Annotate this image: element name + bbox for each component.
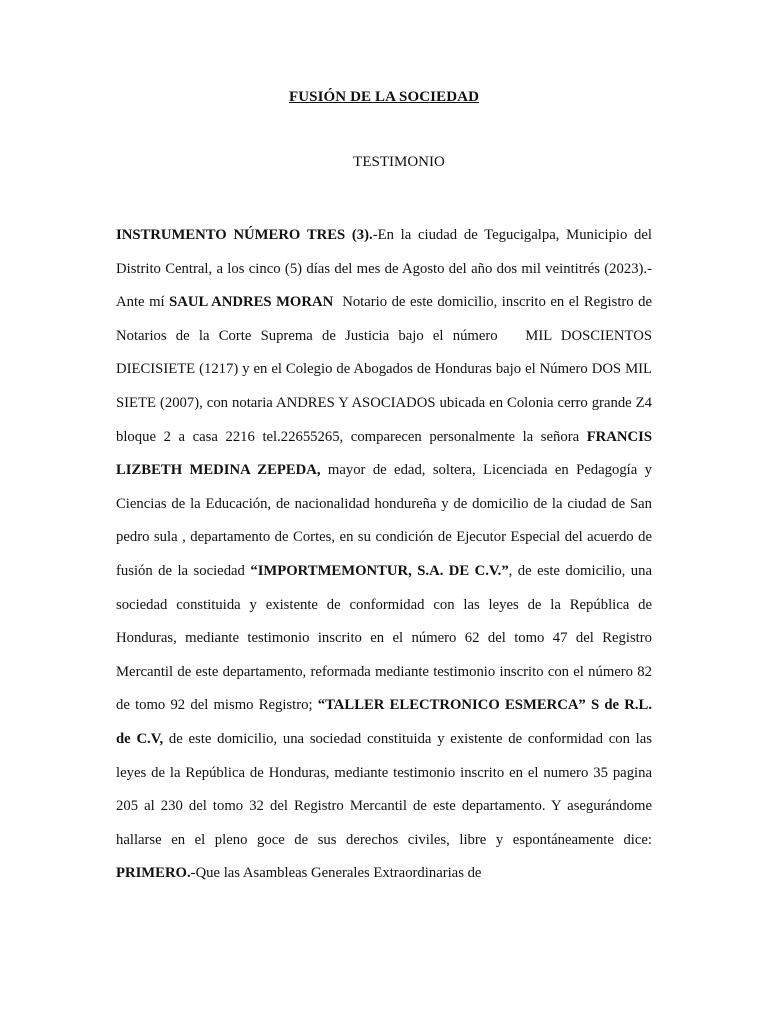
body-segment: “TALLER ELECTRONICO ESMERCA” S de R.L. de C.V, [116,697,652,747]
body-segment: mayor de edad, soltera, Licenciada en Pedagogía y Ciencias de la Educación, de nacionalidad hondureña y de domicilio de la ciudad de San pedro sula , departamento de Cortes, en su condición de Ejecutor Especial del acuerdo de fusión de la sociedad [116,462,652,579]
body-segment: SAUL ANDRES MORAN [169,294,334,311]
body-segment: , de este domicilio, una sociedad constituida y existente de conformidad con las leyes de la República de Honduras, mediante testimonio inscrito en el número 62 del tomo 47 del Registro Mercantil de este departamento, reformada mediante testimonio inscrito con el número 82 de tomo 92 del mismo Registro; [116,562,652,714]
body-segment: de este domicilio, una sociedad constituida y existente de conformidad con las leyes de la República de Honduras, mediante testimonio inscrito en el numero 35 pagina 205 al 230 del tomo 32 del Registro Mercantil de este departamento. Y asegurándome hallarse en el pleno goce de sus derechos civiles, libre y espontáneamente dice: [116,730,652,848]
body-segment: -Que las Asambleas Generales Extraordinarias de [190,865,482,882]
document-title: FUSIÓN DE LA SOCIEDAD [288,89,480,105]
body-segment: INSTRUMENTO NÚMERO TRES (3). [116,227,373,243]
document-subtitle: TESTIMONIO [353,154,445,170]
document-body [116,219,660,891]
body-segment: PRIMERO. [116,865,191,882]
body-segment: “IMPORTMEMONTUR, S.A. DE C.V.” [250,562,509,579]
body-segment: Notario de este domicilio, inscrito en el Registro de Notarios de la Corte Suprema de Justicia bajo el número MIL DOSCIENTOS DIECISIETE (1217) y en el Colegio de Abogados de Honduras bajo el Número DOS MIL SIETE (2007), con notaria ANDRES Y ASOCIADOS ubicada en Colonia cerro grande Z4 bloque 2 a casa 2216 tel.22655265, comparecen personalmente la señora [116,294,660,445]
body-segment: -En la ciudad de Tegucigalpa, Municipio del Distrito Central, a los cinco (5) días del mes de Agosto del año dos mil veintitrés (2023).- Ante mí [116,227,653,311]
body-segment: FRANCIS LIZBETH MEDINA ZEPEDA, [116,428,652,479]
